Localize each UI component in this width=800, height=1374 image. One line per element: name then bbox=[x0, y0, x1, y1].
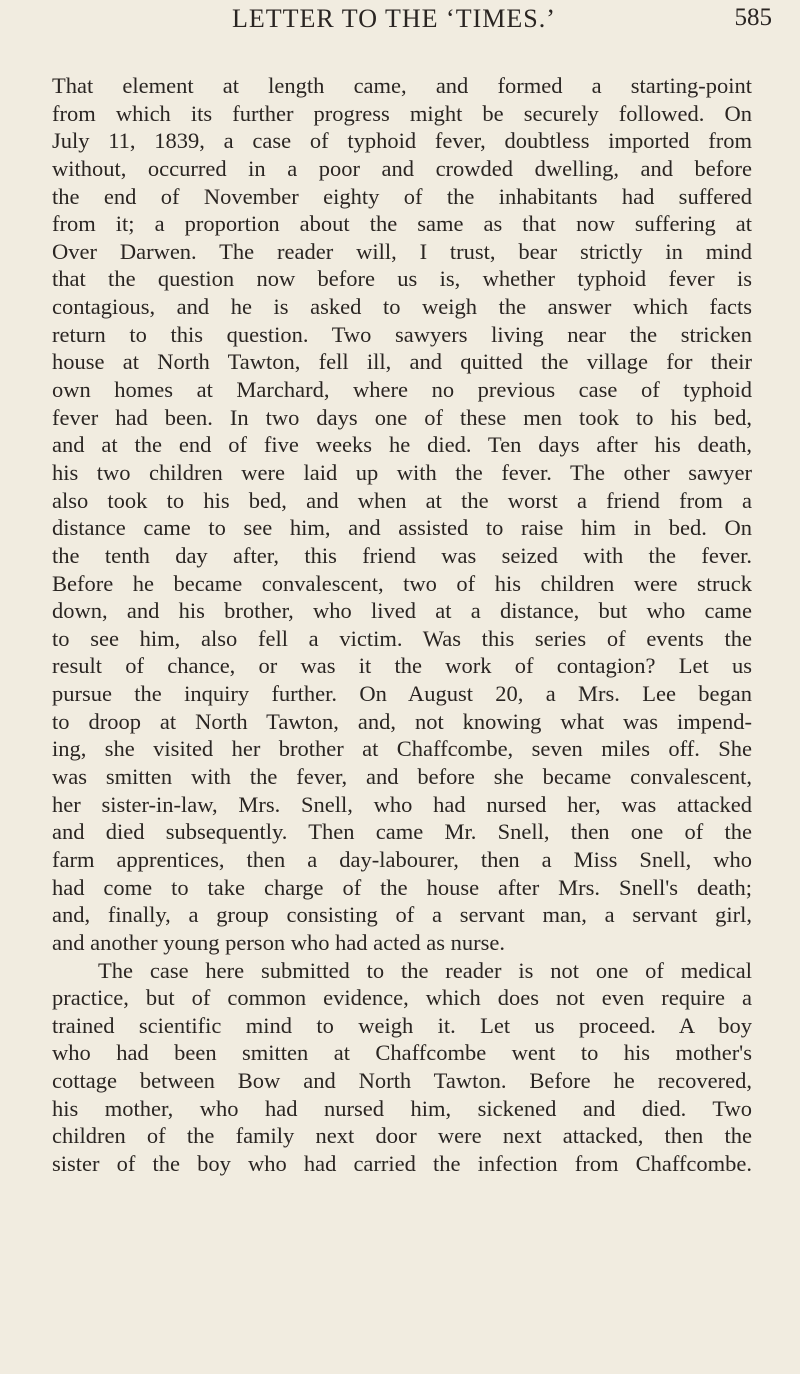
text-line: return to this question. Two sawyers living near the stricken bbox=[52, 321, 752, 347]
text-line: from it; a proportion about the same as that now suffering at bbox=[52, 211, 752, 237]
text-line: ing, she visited her brother at Chaffcombe, seven miles off. She bbox=[52, 736, 752, 762]
text-line: own homes at Marchard, where no previous case of typhoid bbox=[52, 377, 752, 403]
text-line: also took to his bed, and when at the worst a friend from a bbox=[52, 487, 752, 513]
text-line: had come to take charge of the house after Mrs. Snell's death; bbox=[52, 874, 752, 900]
text-line: trained scientific mind to weigh it. Let us proceed. A boy bbox=[52, 1012, 752, 1038]
text-line: Before he became convalescent, two of his children were struck bbox=[52, 570, 752, 596]
text-line: without, occurred in a poor and crowded dwelling, and before bbox=[52, 155, 752, 181]
text-line: distance came to see him, and assisted to raise him in bed. On bbox=[52, 515, 752, 541]
text-line: and died subsequently. Then came Mr. Snell, then one of the bbox=[52, 819, 752, 845]
text-line: and at the end of five weeks he died. Ten days after his death, bbox=[52, 432, 752, 458]
text-line: That element at length came, and formed a starting-point bbox=[52, 73, 752, 98]
text-line: her sister-in-law, Mrs. Snell, who had nursed her, was attacked bbox=[52, 791, 752, 817]
text-line: pursue the inquiry further. On August 20, a Mrs. Lee began bbox=[52, 681, 752, 707]
text-line: from which its further progress might be securely followed. On bbox=[52, 100, 752, 126]
running-title: LETTER TO THE ‘TIMES.’ bbox=[232, 4, 556, 33]
text-line: who had been smitten at Chaffcombe went to his mother's bbox=[52, 1040, 752, 1066]
text-line: that the question now before us is, whether typhoid fever is bbox=[52, 266, 752, 292]
text-line: the end of November eighty of the inhabitants had suffered bbox=[52, 183, 752, 209]
text-line: down, and his brother, who lived at a distance, but who came bbox=[52, 598, 752, 624]
text-line: house at North Tawton, fell ill, and quitted the village for their bbox=[52, 349, 752, 375]
text-line: sister of the boy who had carried the infection from Chaffcombe. bbox=[52, 1150, 752, 1176]
text-line: was smitten with the fever, and before she became convalescent, bbox=[52, 764, 752, 790]
text-line: contagious, and he is asked to weigh the answer which facts bbox=[52, 294, 752, 320]
text-line: Over Darwen. The reader will, I trust, bear strictly in mind bbox=[52, 238, 752, 264]
text-line: and another young person who had acted as nurse. bbox=[52, 929, 505, 955]
text-line: and, finally, a group consisting of a servant man, a servant girl, bbox=[52, 902, 752, 928]
text-line: fever had been. In two days one of these men took to his bed, bbox=[52, 404, 752, 430]
text-line: The case here submitted to the reader is not one of medical bbox=[98, 957, 752, 983]
text-line: practice, but of common evidence, which does not even require a bbox=[52, 985, 752, 1011]
text-line: children of the family next door were next attacked, then the bbox=[52, 1123, 752, 1149]
text-line: July 11, 1839, a case of typhoid fever, doubtless imported from bbox=[52, 128, 752, 154]
text-line: to see him, also fell a victim. Was this series of events the bbox=[52, 625, 752, 651]
running-head bbox=[0, 4, 800, 44]
text-line: farm apprentices, then a day-labourer, then a Miss Snell, who bbox=[52, 846, 752, 872]
text-line: his mother, who had nursed him, sickened and died. Two bbox=[52, 1095, 752, 1121]
text-line: the tenth day after, this friend was seized with the fever. bbox=[52, 542, 752, 568]
text-line: to droop at North Tawton, and, not knowing what was impend- bbox=[52, 708, 752, 734]
text-line: cottage between Bow and North Tawton. Before he recovered, bbox=[52, 1068, 752, 1094]
text-line: result of chance, or was it the work of contagion? Let us bbox=[52, 653, 752, 679]
text-line: his two children were laid up with the fever. The other sawyer bbox=[52, 459, 752, 485]
body-text bbox=[52, 72, 752, 1178]
page-number: 585 bbox=[734, 4, 772, 31]
